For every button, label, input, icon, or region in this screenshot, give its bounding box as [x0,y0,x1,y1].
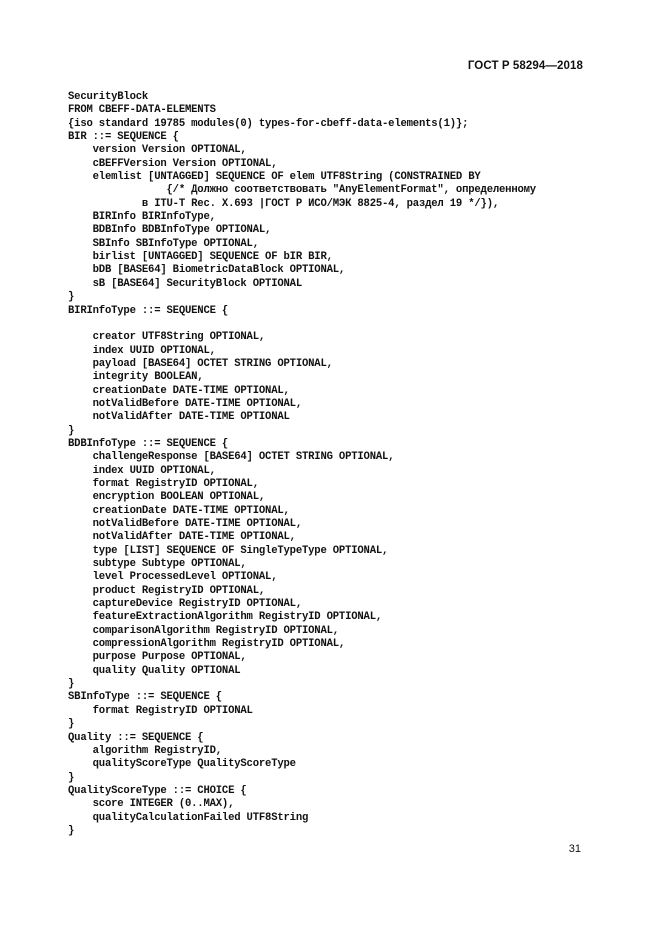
code-line: integrity BOOLEAN, [68,371,204,384]
code-line: QualityScoreType ::= CHOICE { [68,784,247,797]
code-line: BDBInfoType ::= SEQUENCE { [68,437,229,450]
code-line: } [68,824,75,837]
code-line: notValidBefore DATE-TIME OPTIONAL, [68,518,302,530]
code-line: FROM CBEFF-DATA-ELEMENTS [68,104,216,117]
code-line: subtype Subtype OPTIONAL, [68,558,247,571]
code-line: BIRInfoType ::= SEQUENCE { [68,304,229,317]
code-line: type [LIST] SEQUENCE OF SingleTypeType OPTIONAL, [68,544,389,557]
code-line: {/* Должно соответствовать "AnyElementFormat", определенному [68,184,536,197]
code-line: notValidAfter DATE-TIME OPTIONAL, [68,531,296,544]
asn1-code-listing [68,91,536,838]
page-number: 31 [568,843,581,855]
code-line: } [68,771,75,784]
code-line: encryption BOOLEAN OPTIONAL, [68,491,266,504]
code-line: algorithm RegistryID, [68,744,222,757]
code-line: product RegistryID OPTIONAL, [68,584,266,597]
code-line: в ITU-T Rec. X.693 |ГОСТ Р ИСО/МЭК 8825-4, раздел 19 */}), [68,197,500,210]
code-line: payload [BASE64] OCTET STRING OPTIONAL, [68,357,333,370]
code-line: birlist [UNTAGGED] SEQUENCE OF bIR BIR, [68,251,333,264]
code-line: compressionAlgorithm RegistryID OPTIONAL, [68,638,346,651]
code-line: qualityScoreType QualityScoreType [68,758,296,771]
code-line: index UUID OPTIONAL, [68,464,216,477]
code-line: challengeResponse [BASE64] OCTET STRING OPTIONAL, [68,451,395,464]
code-line: BDBInfo BDBInfoType OPTIONAL, [68,224,272,237]
code-line: featureExtractionAlgorithm RegistryID OPTIONAL, [68,611,383,624]
code-line: Quality ::= SEQUENCE { [68,731,204,744]
code-line: cBEFFVersion Version OPTIONAL, [68,157,278,170]
code-line: qualityCalculationFailed UTF8String [68,811,309,824]
code-line: SBInfoType ::= SEQUENCE { [68,691,222,704]
code-line: comparisonAlgorithm RegistryID OPTIONAL, [68,624,339,637]
code-line: } [68,718,75,731]
code-line: format RegistryID OPTIONAL, [68,477,259,490]
code-line: quality Quality OPTIONAL [68,664,241,677]
code-line [68,318,536,331]
code-line: index UUID OPTIONAL, [68,344,216,357]
code-line: bDB [BASE64] BiometricDataBlock OPTIONAL, [68,264,346,277]
code-line: format RegistryID OPTIONAL [68,704,253,717]
code-line: creationDate DATE-TIME OPTIONAL, [68,384,290,397]
code-line: score INTEGER (0..MAX), [68,798,235,811]
standard-header: ГОСТ Р 58294—2018 [467,60,583,72]
code-line: captureDevice RegistryID OPTIONAL, [68,598,302,611]
code-line: version Version OPTIONAL, [68,144,247,157]
code-line: BIRInfo BIRInfoType, [68,211,216,224]
code-line: } [68,291,75,304]
code-line: sB [BASE64] SecurityBlock OPTIONAL [68,277,302,290]
code-line: purpose Purpose OPTIONAL, [68,651,247,664]
code-line: notValidBefore DATE-TIME OPTIONAL, [68,397,302,410]
code-line: SBInfo SBInfoType OPTIONAL, [68,237,259,250]
code-line: } [68,424,75,437]
code-line: BIR ::= SEQUENCE { [68,131,179,144]
code-line: creator UTF8String OPTIONAL, [68,331,266,344]
code-line: elemlist [UNTAGGED] SEQUENCE OF elem UTF8String (CONSTRAINED BY [68,171,481,184]
code-line: SecurityBlock [68,91,149,103]
code-line: notValidAfter DATE-TIME OPTIONAL [68,411,290,424]
code-line: creationDate DATE-TIME OPTIONAL, [68,504,290,517]
code-line: level ProcessedLevel OPTIONAL, [68,571,278,584]
code-line: {iso standard 19785 modules(0) types-for-cbeff-data-elements(1)}; [68,117,469,130]
code-line: } [68,678,75,691]
